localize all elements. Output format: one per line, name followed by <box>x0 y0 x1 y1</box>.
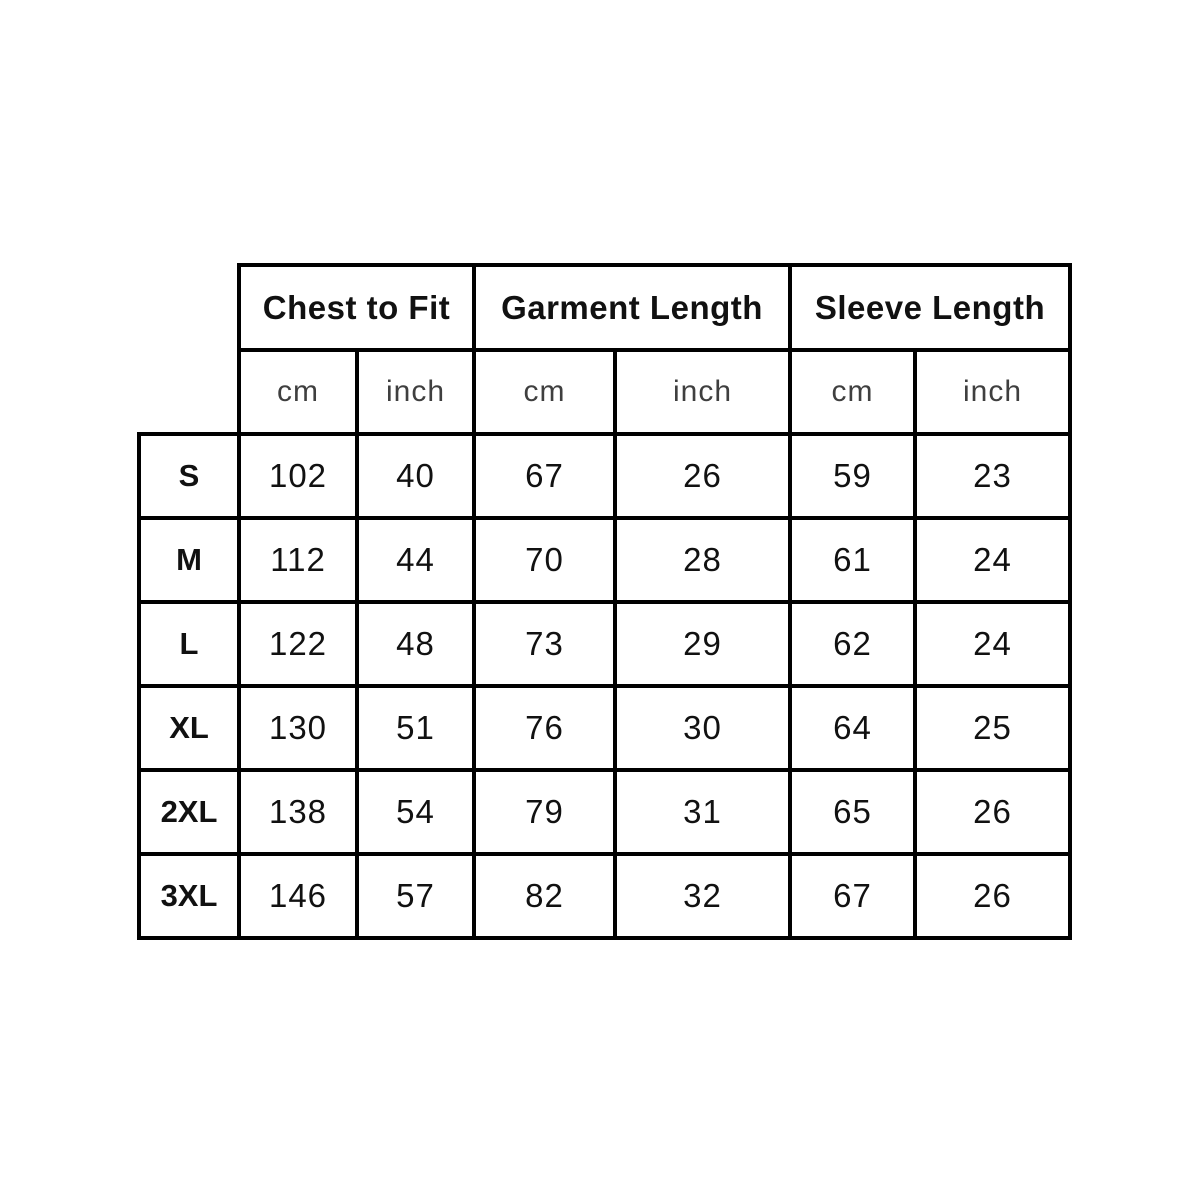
unit-header-sleeve-inch: inch <box>915 350 1070 434</box>
row-label-s: S <box>139 434 239 518</box>
cell-s-garment-cm: 67 <box>474 434 615 518</box>
header-garment-length: Garment Length <box>474 265 790 350</box>
cell-xl-sleeve-inch: 25 <box>915 686 1070 770</box>
cell-xl-chest-cm: 130 <box>239 686 357 770</box>
cell-2xl-sleeve-inch: 26 <box>915 770 1070 854</box>
cell-2xl-sleeve-cm: 65 <box>790 770 915 854</box>
cell-s-sleeve-cm: 59 <box>790 434 915 518</box>
cell-m-sleeve-cm: 61 <box>790 518 915 602</box>
size-chart-table <box>137 263 1072 940</box>
cell-l-chest-cm: 122 <box>239 602 357 686</box>
table-row-s <box>139 434 1070 518</box>
row-label-xl: XL <box>139 686 239 770</box>
corner-spacer <box>139 350 239 434</box>
cell-l-chest-inch: 48 <box>357 602 474 686</box>
table-row-m <box>139 518 1070 602</box>
row-label-2xl: 2XL <box>139 770 239 854</box>
table-row-3xl <box>139 854 1070 938</box>
cell-m-garment-inch: 28 <box>615 518 790 602</box>
cell-s-chest-cm: 102 <box>239 434 357 518</box>
size-chart <box>137 263 1072 940</box>
unit-header-chest-inch: inch <box>357 350 474 434</box>
cell-3xl-garment-inch: 32 <box>615 854 790 938</box>
cell-l-sleeve-inch: 24 <box>915 602 1070 686</box>
row-label-l: L <box>139 602 239 686</box>
corner-spacer <box>139 265 239 350</box>
row-label-m: M <box>139 518 239 602</box>
table-row-xl <box>139 686 1070 770</box>
cell-2xl-chest-cm: 138 <box>239 770 357 854</box>
cell-xl-sleeve-cm: 64 <box>790 686 915 770</box>
header-chest-to-fit: Chest to Fit <box>239 265 474 350</box>
cell-m-sleeve-inch: 24 <box>915 518 1070 602</box>
table-row-l <box>139 602 1070 686</box>
cell-3xl-chest-inch: 57 <box>357 854 474 938</box>
unit-header-row <box>139 350 1070 434</box>
table-row-2xl <box>139 770 1070 854</box>
cell-s-sleeve-inch: 23 <box>915 434 1070 518</box>
cell-3xl-sleeve-inch: 26 <box>915 854 1070 938</box>
cell-l-sleeve-cm: 62 <box>790 602 915 686</box>
cell-2xl-garment-cm: 79 <box>474 770 615 854</box>
cell-3xl-chest-cm: 146 <box>239 854 357 938</box>
group-header-row <box>139 265 1070 350</box>
cell-xl-chest-inch: 51 <box>357 686 474 770</box>
cell-l-garment-cm: 73 <box>474 602 615 686</box>
cell-2xl-chest-inch: 54 <box>357 770 474 854</box>
row-label-3xl: 3XL <box>139 854 239 938</box>
cell-3xl-garment-cm: 82 <box>474 854 615 938</box>
unit-header-sleeve-cm: cm <box>790 350 915 434</box>
cell-s-garment-inch: 26 <box>615 434 790 518</box>
cell-2xl-garment-inch: 31 <box>615 770 790 854</box>
cell-xl-garment-cm: 76 <box>474 686 615 770</box>
cell-m-chest-inch: 44 <box>357 518 474 602</box>
cell-3xl-sleeve-cm: 67 <box>790 854 915 938</box>
unit-header-chest-cm: cm <box>239 350 357 434</box>
header-sleeve-length: Sleeve Length <box>790 265 1070 350</box>
cell-m-garment-cm: 70 <box>474 518 615 602</box>
cell-s-chest-inch: 40 <box>357 434 474 518</box>
cell-m-chest-cm: 112 <box>239 518 357 602</box>
unit-header-garment-cm: cm <box>474 350 615 434</box>
cell-xl-garment-inch: 30 <box>615 686 790 770</box>
cell-l-garment-inch: 29 <box>615 602 790 686</box>
unit-header-garment-inch: inch <box>615 350 790 434</box>
